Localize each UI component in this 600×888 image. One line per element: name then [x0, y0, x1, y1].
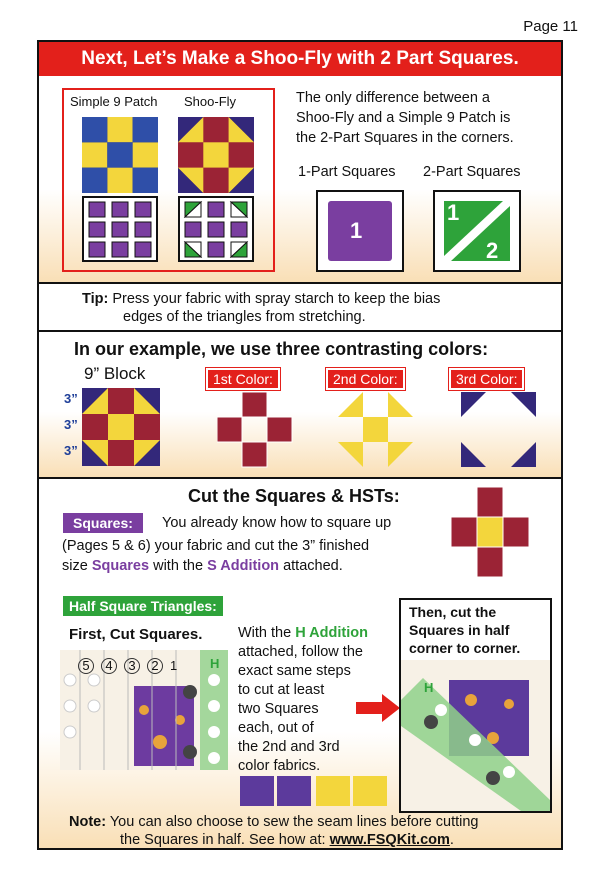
cross-squares-illustration [451, 487, 529, 577]
dimension-2: 3” [64, 417, 78, 432]
example-heading: In our example, we use three contrasting colors: [74, 339, 489, 359]
second-color-tag: 2nd Color: [326, 368, 405, 390]
note-line-2: the Squares in half. See how at: www.FSQKit.com. [120, 832, 454, 848]
hst-body-7: the 2nd and 3rd [238, 739, 340, 755]
dimension-1: 3” [64, 391, 78, 406]
tip-line-1 [82, 289, 440, 309]
ruler-number-3: 3 [124, 658, 140, 674]
h-mark-left: H [210, 656, 220, 671]
tip-label: Tip: [82, 291, 109, 307]
first-color-tag: 1st Color: [206, 368, 280, 390]
hst-body-1: With the H Addition [238, 625, 368, 641]
ruler-number-1: 1 [170, 658, 178, 673]
difference-line-1: The only difference between a [296, 90, 491, 106]
one-part-number: 1 [350, 218, 363, 243]
block-size-label: 9” Block [84, 364, 146, 383]
arrow-right-icon [356, 694, 400, 722]
example-block [82, 388, 160, 466]
simple-9-patch-diagram [82, 196, 158, 262]
first-color-squares [217, 392, 293, 468]
two-part-number-1: 1 [447, 200, 460, 225]
simple-9-patch-block [82, 117, 158, 193]
then-line-1: Then, cut the [409, 604, 497, 620]
hst-body-6: each, out of [238, 720, 314, 736]
banner-title: Next, Let’s Make a Shoo-Fly with 2 Part Squares. [39, 42, 561, 76]
difference-line-3: the 2-Part Squares in the corners. [296, 130, 514, 146]
third-color-pieces [461, 392, 537, 468]
one-part-label: 1-Part Squares [298, 164, 396, 180]
ruler-number-4: 4 [101, 658, 117, 674]
page-number: Page 11 [523, 18, 578, 35]
two-part-label: 2-Part Squares [423, 164, 521, 180]
shoo-fly-label: Shoo-Fly [184, 94, 237, 109]
note-line-1: Note: You can also choose to sew the seam lines before cutting [69, 814, 479, 830]
hst-body-8: color fabrics. [238, 758, 321, 774]
shoo-fly-block [178, 117, 254, 193]
cut-line-1: You already know how to square up [162, 515, 392, 531]
simple-9-patch-label: Simple 9 Patch [70, 94, 158, 109]
ruler-number-5: 5 [78, 658, 94, 674]
first-cut-heading: First, Cut Squares. [69, 626, 203, 643]
tip-line-2: edges of the triangles from stretching. [123, 309, 366, 325]
third-color-tag: 3rd Color: [449, 368, 524, 390]
dimension-3: 3” [64, 443, 78, 458]
cut-squares-row [240, 776, 388, 806]
h-mark-right: H [424, 680, 434, 695]
fsqkit-link[interactable]: www.FSQKit.com [329, 832, 450, 848]
hst-body-5: two Squares [238, 701, 319, 717]
squares-tag: Squares: [63, 513, 143, 533]
cut-heading: Cut the Squares & HSTs: [188, 486, 400, 506]
tip-text-1: Press your fabric with spray starch to keep the bias [112, 291, 441, 307]
hst-body-2: attached, follow the [238, 644, 363, 660]
cut-line-3: size Squares with the S Addition attached. [62, 558, 343, 574]
hst-body-3: exact same steps [238, 663, 351, 679]
shoo-fly-diagram [178, 196, 254, 262]
then-line-2: Squares in half [409, 622, 510, 638]
ruler-number-2: 2 [147, 658, 163, 674]
then-line-3: corner to corner. [409, 640, 521, 656]
cut-line-2: (Pages 5 & 6) your fabric and cut the 3” finished [62, 538, 370, 554]
ruler-numbers [78, 658, 177, 674]
hst-tag: Half Square Triangles: [62, 595, 224, 617]
hst-body-4: to cut at least [238, 682, 325, 698]
two-part-number-2: 2 [486, 238, 499, 263]
difference-line-2: Shoo-Fly and a Simple 9 Patch is [296, 110, 511, 126]
second-color-pieces [338, 392, 414, 468]
